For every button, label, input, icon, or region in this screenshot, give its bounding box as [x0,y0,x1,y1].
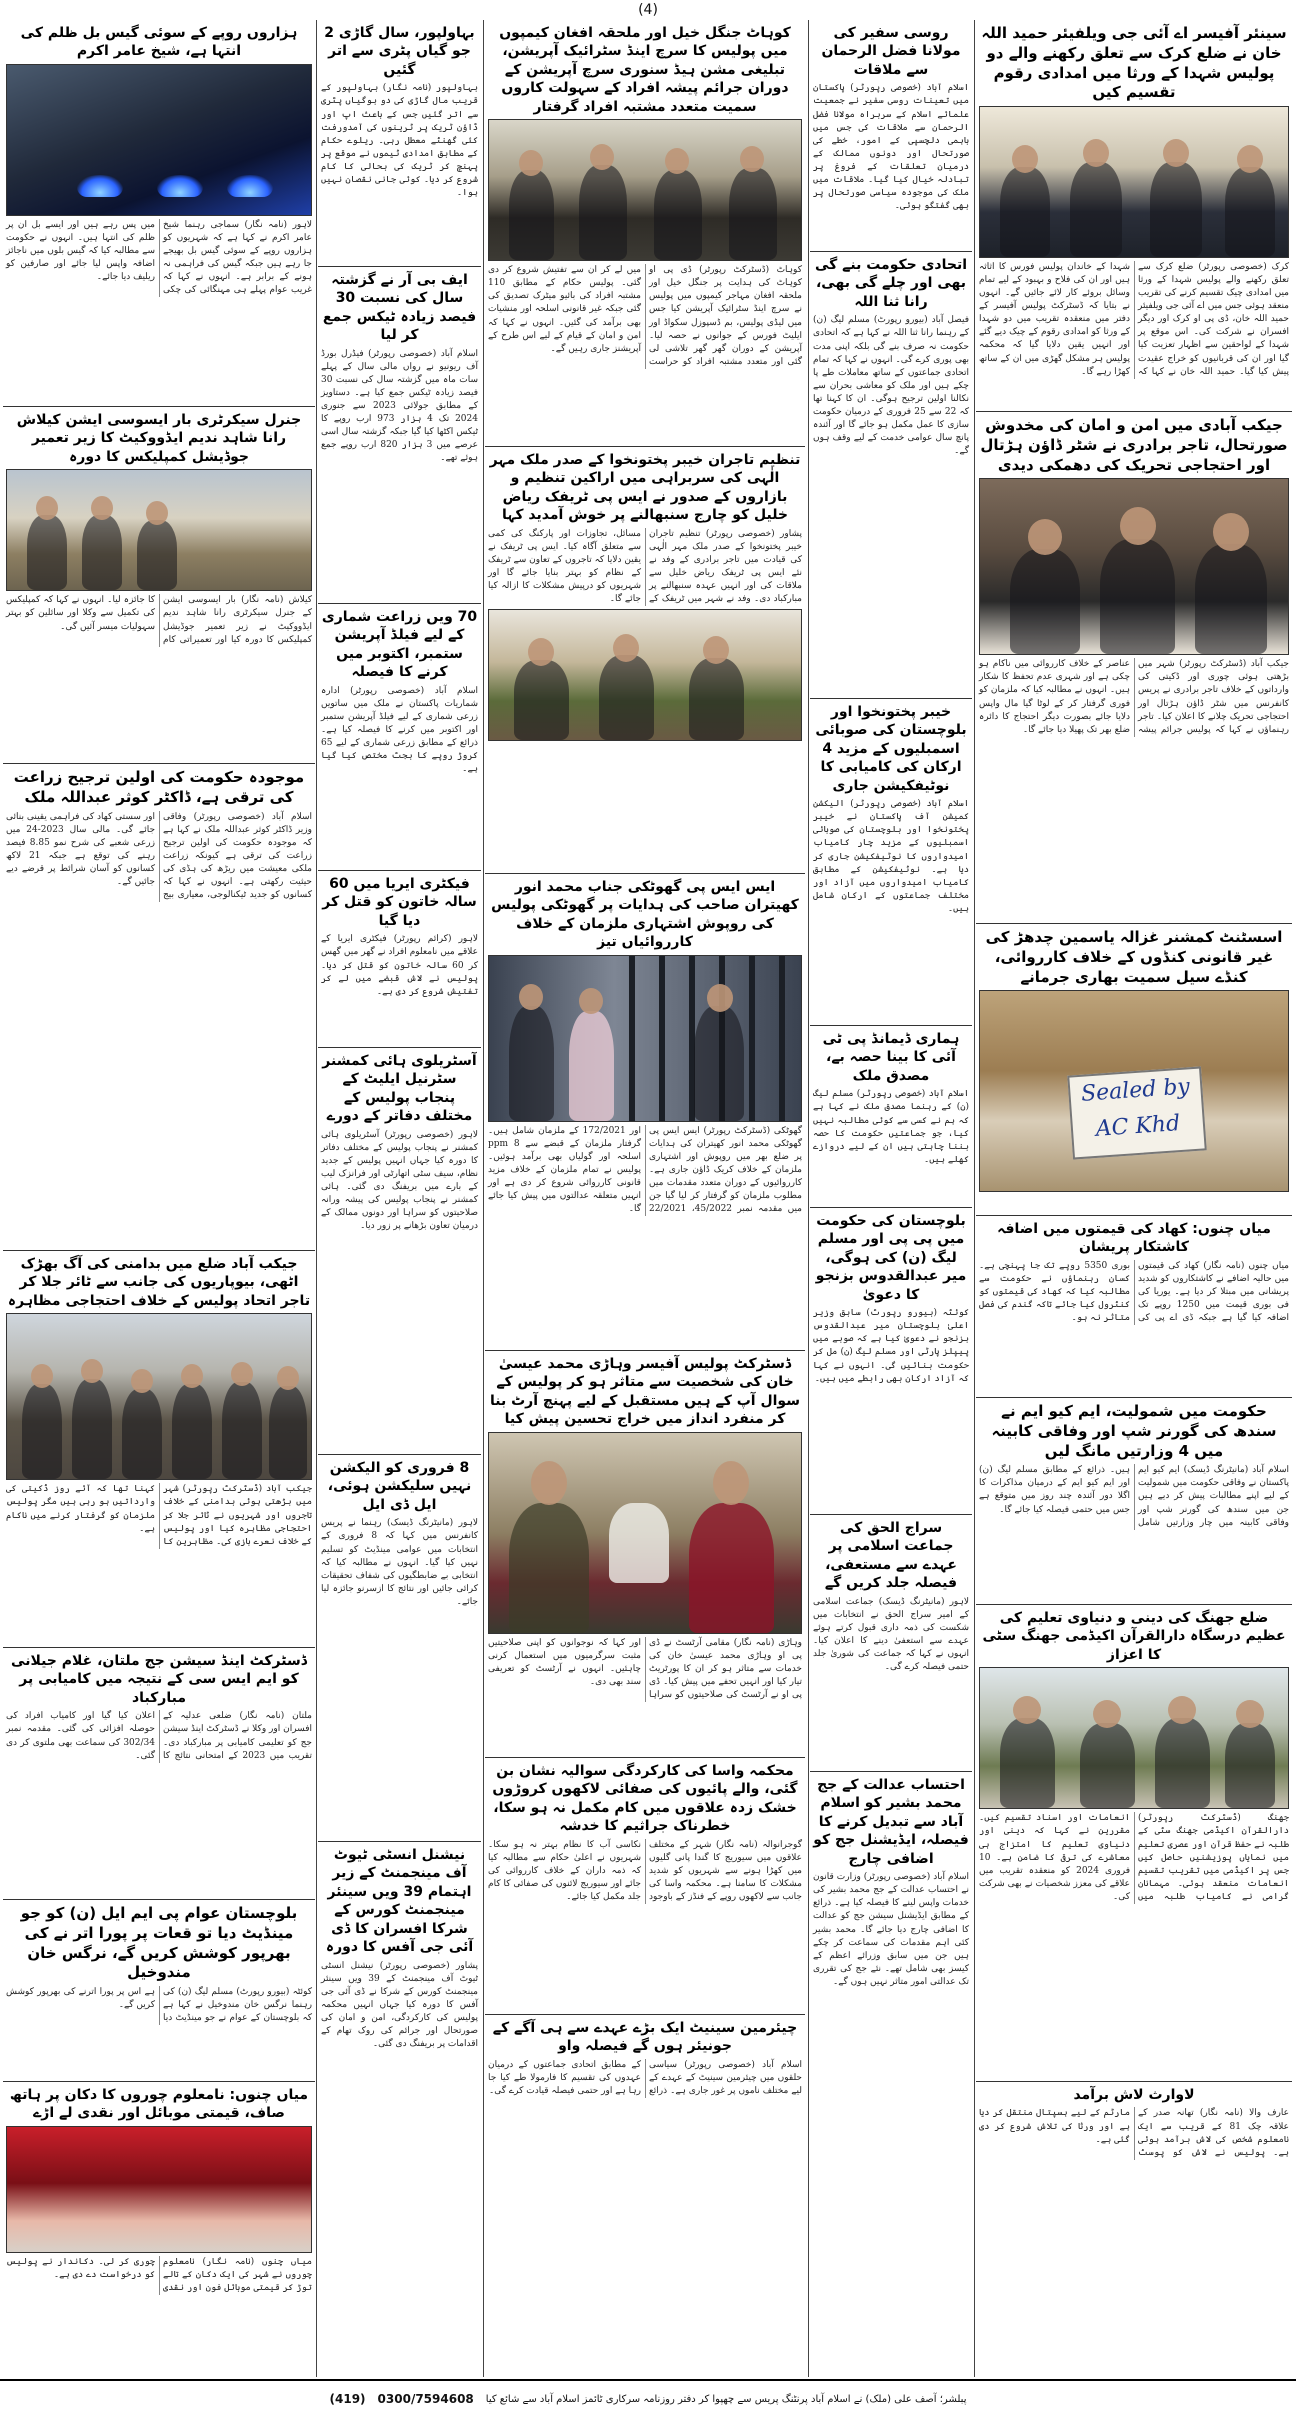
headline: آسٹریلوی ہائی کمشنر سٹرنیل ایلیٹ کے پنجاب پولیس کے مختلف دفاتر کے دورے [322,1053,477,1125]
article-wasa [485,1758,805,2015]
photo-meeting [488,609,802,741]
sealed-sign: Sealed by AC Khd [1067,1067,1207,1160]
article-jacobabad-traders [976,412,1292,924]
article-darulquran-academy [976,1605,1292,2082]
article-body: گوجرانوالہ (نامہ نگار) شہر کے مختلف علاقوں میں سیوریج کا گندا پانی گلیوں میں کھڑا ہونے سے شہریوں کو شدید مشکلات کا سامنا ہے۔ محکمہ واسا کی جانب سے لاکھوں روپے کے فنڈز کے باوجود نکاسی آب کا نظام بہتر نہ ہو سکا۔ شہریوں نے اعلیٰ حکام سے مطالبہ کیا کہ ذمہ داران کے خلاف کارروائی کی جائے اور سیوریج لائنوں کی صفائی کا کام جلد مکمل کیا جائے۔ [488,1839,802,1903]
headline: احتساب عدالت کے جج محمد بشیر کو اسلام آباد سے تبدیل کرنے کا فیصلہ، ایڈیشنل جج کو اضافی چارج [813,1777,969,1867]
article-body: لاہور (مانیٹرنگ ڈیسک) رہنما نے پریس کانفرنس میں کہا کہ 8 فروری کے انتخابات میں عوامی مینڈیٹ کو تسلیم نہیں کیا گیا۔ انہوں نے مطالبہ کیا کہ انتخابی بے ضابطگیوں کی شفاف تحقیقات کرائی جائیں اور نتائج کا ازسرنو جائزہ لیا جائے۔ [321,1518,478,1607]
photo-arrested-suspects [488,955,802,1122]
headline: میاں چنوں: نامعلوم چوروں کا دکان پر ہاتھ صاف، قیمتی موبائل اور نقدی لے اڑے [9,2087,309,2122]
photo-gas-meter-flame [6,64,312,216]
photo-search-operation [488,119,802,261]
headline: بلوچستان عوام پی ایم ایل (ن) کو جو مینڈیٹ دیا تو قعات پر پورا اتر نے کی بھرپور کوشش کریں گے، نرگس خان مندوخیل [20,1904,298,1982]
article-senate-chairman [485,2015,805,2377]
article-body: وہاڑی (نامہ نگار) مقامی آرٹسٹ نے ڈی پی او وہاڑی محمد عیسیٰ خان کی خدمات سے متاثر ہو کر ان کا پورٹریٹ تیار کیا اور انہیں تحفے میں پیش کیا۔ ڈی پی او نے آرٹسٹ کی صلاحیتوں کو سراہا اور کہا کہ نوجوانوں کو اپنی صلاحیتیں مثبت سرگرمیوں میں استعمال کرنی چاہئیں۔ انہوں نے آرٹسٹ کو تعریفی سند بھی دی۔ [488,1637,802,1701]
article-unclaimed-body [976,2082,1292,2198]
article-rana-sanaullah [810,252,972,699]
headline: بہاولپور، سال گاڑی 2 جو گیاں پٹری سے اتر گئیں [324,25,475,78]
article-jacobabad-protest [3,1251,315,1648]
column-5 [3,20,315,2377]
article-aig-welfare [976,20,1292,412]
column-3 [485,20,805,2377]
article-accountability-court [810,1772,972,2377]
headline: روسی سفیر کی مولانا فضل الرحمان سے ملاقات [821,25,961,78]
headline: جیکب آبادی میں امن و امان کی مخدوش صورتحال، تاجر برادری نے شٹر ڈاؤن ہڑتال اور احتجاجی تحریک کی دھمکی دیدی [980,416,1288,474]
column-rule [316,20,317,2377]
article-body: اسلام آباد (خصوصی رپورٹر) الیکشن کمیشن آف پاکستان نے خیبر پختونخوا اور بلوچستان کی صوبائی اسمبلیوں کے مزید چار کامیاب امیدواروں کا نوٹیفکیشن جاری کر دیا ہے۔ نوٹیفکیشن کے مطابق کامیاب امیدواروں میں آزاد اور مختلف جماعتوں کے ارکان شامل ہیں۔ [813,799,969,914]
footer-imprint-bar [0,2379,1296,2417]
headline: سینئر آفیسر اے آئی جی ویلفیئر حمید اللہ خان نے ضلع کرک سے تعلق رکھنے والے دو پولیس شہدا کے ورثا میں امدادی رقوم تقسیم کیں [981,24,1287,102]
article-bar-association [3,407,315,764]
footer-imprint: پبلشر؛ آصف علی (ملک) نے اسلام آباد پرنٹنگ پریس سے چھپوا کر دفتر روزنامہ سرکاری ٹائمز اسلام آباد سے شائع کیا [485,2393,967,2405]
headline: ضلع جھنگ کی دینی و دنیاوی تعلیم کی عظیم درسگاہ دارالقرآن اکیڈمی جھنگ سٹی کا اعزاز [982,1610,1286,1663]
article-selection-claim [318,1455,481,1842]
headline: تنظیم تاجران خیبر پختونخوا کے صدر ملک مہر الٰہی کی سربراہی میں اراکین تنظیم و بازاروں کے صدور نے ایس پی ٹریفک ریاض خلیل کو چارج سنبھالنے پر خوش آمدید کہا [489,452,801,524]
column-2 [810,20,972,2377]
article-nim-course [318,1842,481,2377]
page-number: (4) [638,2,658,18]
headline: حکومت میں شمولیت، ایم کیو ایم نے سندھ کی گورنر شپ اور وفاقی کابینہ میں 4 وزارتیں مانگ لیں [991,1402,1277,1460]
article-body: لاہور (کرائم رپورٹر) فیکٹری ایریا کے علاقے میں نامعلوم افراد نے گھر میں گھس کر 60 سالہ خاتون کو قتل کر دیا۔ پولیس نے لاش قبضے میں لے کر تفتیش شروع کر دی ہے۔ [321,934,478,997]
headline: جنرل سیکرٹری بار ایسوسی ایشن کیلاش رانا شاہد ندیم ایڈووکیٹ کا زیر تعمیر جوڈیشل کمپلیکس کا دورہ [16,412,302,465]
headline: ڈسٹرکٹ پولیس آفیسر وہاڑی محمد عیسیٰ خان کی شخصیت سے متاثر ہو کر پولیس کے سوال آپ کے ہیں مستقبل کے لیے پہنچ آرٹ بنا کر منفرد انداز میں خراج تحسین پیش کیا [490,1356,800,1428]
article-ac-crackdown [976,924,1292,1216]
column-rule [974,20,975,2377]
headline: میاں چنوں: کھاد کی قیمتوں میں اضافہ کاشتکار پریشان [997,1221,1271,1256]
article-agriculture-priority [3,764,315,1251]
article-traders-sp-traffic [485,447,805,874]
headline: موجودہ حکومت کی اولین ترجیح زراعت کی ترقی ہے، ڈاکٹر کوثر عبداللہ ملک [13,768,305,806]
photo-shop-counter [6,2126,312,2253]
article-body: پشاور (خصوصی رپورٹر) تنظیم تاجران خیبر پختونخوا کے صدر ملک مہر الٰہی کی قیادت میں تاجر برادری کے وفد نے نئے ایس پی ٹریفک ریاض خلیل سے ملاقات کی اور انہیں عہدہ سنبھالنے پر مبارکباد دی۔ وفد نے شہر میں ٹریفک کے مسائل، تجاوزات اور پارکنگ کی کمی سے متعلق آگاہ کیا۔ ایس پی ٹریفک نے یقین دلایا کہ تاجروں کے تعاون سے ٹریفک کے نظام کو بہتر بنایا جائے گا اور شہریوں کو درپیش مشکلات کا ازالہ کیا جائے گا۔ [488,528,802,605]
photo-construction-site [6,469,312,591]
article-siraj-ul-haq [810,1515,972,1772]
article-train-derail [318,20,481,267]
headline: 70 ویں زراعت شماری کے لیے فیلڈ آپریشن ستمبر، اکتوبر میں کرنے کا فیصلہ [321,609,478,681]
photo-sealed-lock [979,990,1289,1192]
article-body: اسلام آباد (خصوصی رپورٹر) پاکستان میں تعینات روسی سفیر نے جمعیت علمائے اسلام کے سربراہ مولانا فضل الرحمان سے ملاقات کی جس میں باہمی دلچسپی کے امور، خطے کی صورتحال اور دونوں ممالک کے درمیان تعلقات کے فروغ پر تبادلہ خیال کیا گیا۔ ملاقات میں ملک کی موجودہ سیاسی صورتحال پر بھی گفتگو ہوئی۔ [813,83,969,211]
headline: ہزاروں روپے کے سوئی گیس بل ظلم کی انتہا ہے، شیخ عامر اکرم [20,25,298,60]
article-body: عارف والا (نامہ نگار) تھانہ صدر کے علاقہ چک 81 کے قریب سے ایک نامعلوم شخص کی لاش برآمد ہوئی ہے۔ پولیس نے لاش کو پوسٹ مارٹم کے لیے ہسپتال منتقل کر دیا ہے اور ورثا کی تلاش شروع کر دی گئی ہے۔ [979,2108,1289,2158]
article-body: ملتان (نامہ نگار) ضلعی عدلیہ کے افسران اور وکلا نے ڈسٹرکٹ اینڈ سیشن جج کو تعلیمی کامیابی پر مبارکباد دی۔ تقریب میں 2023 کے امتحانی نتائج کا اعلان کیا گیا اور کامیاب افراد کی حوصلہ افزائی کی گئی۔ مقدمہ نمبر 302/34 کی سماعت بھی ملتوی کر دی گئی۔ [6,1711,312,1761]
article-australian-hc [318,1048,481,1455]
headline: نیشنل انسٹی ٹیوٹ آف مینجمنٹ کے زیر اہتمام 39 ویں سینئر مینجمنٹ کورس کے شرکا افسران کا ڈی آئی جی آفس کا دورہ [325,1847,474,1956]
footer-phone: 0300/7594608 [377,2392,474,2406]
headline: ہماری ڈیمانڈ پی ٹی آئی کا بینا حصہ بے، مصدق ملک [822,1031,960,1084]
article-body: فیصل آباد (بیورو رپورٹ) مسلم لیگ (ن) کے رہنما رانا ثنا اللہ نے کہا ہے کہ اتحادی حکومت نہ صرف بنے گی بلکہ اپنی مدت بھی پوری کرے گی۔ انہوں نے کہا کہ تمام اتحادی جماعتوں کے ساتھ معاملات طے پا چکے ہیں اور ملک کو معاشی بحران سے نکالنا اولین ترجیح ہوگی۔ ان کا کہنا تھا کہ 22 سے 25 فروری کے درمیان حکومت سازی کا عمل مکمل ہو جائے گا اور آئندہ پانچ سال عوامی خدمت کے لیے وقف ہوں گے۔ [813,315,970,456]
article-body: اسلام آباد (خصوصی رپورٹر) فیڈرل بورڈ آف ریونیو نے رواں مالی سال کے پہلے سات ماہ میں گزشتہ سال کی نسبت 30 فیصد زیادہ ٹیکس جمع کیا ہے۔ دستاویز کے مطابق جولائی 2023 سے جنوری 2024 تک 4 ہزار 973 ارب روپے کا ٹیکس اکٹھا کیا گیا جبکہ گزشتہ سال اسی عرصے میں 3 ہزار 820 ارب روپے جمع ہوئے تھے۔ [321,348,478,464]
article-body: لاہور (مانیٹرنگ ڈیسک) جماعت اسلامی کے امیر سراج الحق نے انتخابات میں شکست کی ذمہ داری قبول کرتے ہوئے عہدے سے استعفیٰ دینے کا اعلان کیا۔ انہوں نے کہا کہ جماعت کی شوریٰ جلد حتمی فیصلہ کرے گی۔ [813,1596,969,1673]
article-factory-area-murder [318,871,481,1048]
article-body: لاہور (نامہ نگار) سماجی رہنما شیخ عامر اکرم نے کہا ہے کہ شہریوں کو ہزاروں روپے کے سوئی گیس بل بھیجے جا رہے ہیں جبکہ گیس کی فراہمی نہ ہونے کے برابر ہے۔ انہوں نے کہا کہ غریب عوام پہلے ہی مہنگائی کی چکی میں پس رہے ہیں اور ایسے بل ان پر ظلم کی انتہا ہیں۔ انہوں نے حکومت سے مطالبہ کیا کہ گیس بلوں میں ناجائز اضافہ واپس لیا جائے اور صارفین کو ریلیف دیا جائے۔ [6,219,312,296]
article-body: اسلام آباد (مانیٹرنگ ڈیسک) ایم کیو ایم پاکستان نے وفاقی حکومت میں شمولیت کے لیے اپنے مطالبات پیش کر دیے ہیں جن میں سندھ کی گورنر شپ اور وفاقی کابینہ میں چار وزارتیں شامل ہیں۔ ذرائع کے مطابق مسلم لیگ (ن) اور ایم کیو ایم کے درمیان مذاکرات کا اگلا دور آئندہ چند روز میں متوقع ہے جس میں حتمی فیصلہ کیا جائے گا۔ [979,1465,1289,1528]
article-gas-bills [3,20,315,407]
article-sessions-judge [3,1648,315,1900]
article-fertilizer-prices [976,1216,1292,1398]
article-ghotki-police [485,874,805,1351]
article-body: کوئٹہ (بیورو رپورٹ) سابق وزیر اعلیٰ بلوچستان میر عبدالقدوس بزنجو نے دعویٰ کیا ہے کہ صوبے میں پیپلز پارٹی اور مسلم لیگ (ن) مل کر حکومت بنائیں گی۔ انہوں نے کہا کہ آزاد ارکان بھی رابطے میں ہیں۔ [813,1308,969,1384]
column-1 [976,20,1292,2377]
article-assembly-notification [810,699,972,1026]
article-body: کوہاٹ (ڈسٹرکٹ رپورٹر) ڈی پی او کوہاٹ کی ہدایت پر جنگل خیل اور ملحقہ افغان مہاجر کیمپوں میں پولیس نے سرچ اینڈ سٹرائیک آپریشن کیا جس میں لیڈی پولیس، بم ڈسپوزل سکواڈ اور ایلیٹ فورس کے جوانوں نے حصہ لیا۔ آپریشن کے دوران گھر گھر تلاشی لی گئی اور متعدد مشتبہ افراد کو حراست میں لے کر ان سے تفتیش شروع کر دی گئی۔ پولیس حکام کے مطابق 110 مشتبہ افراد کی بائیو میٹرک تصدیق کی گئی جبکہ غیر قانونی اسلحہ اور منشیات بھی برآمد کی گئیں۔ انہوں نے کہا کہ امن و امان کے قیام کے لیے اس طرح کے آپریشنز جاری رہیں گے۔ [488,265,802,367]
article-body: اسلام آباد (خصوصی رپورٹر) وفاقی وزیر ڈاکٹر کوثر عبداللہ ملک نے کہا ہے کہ موجودہ حکومت کی اولین ترجیح زراعت کی ترقی ہے کیونکہ زراعت ملکی معیشت میں ریڑھ کی ہڈی کی حیثیت رکھتی ہے۔ انہوں نے کہا کہ کسانوں کو جدید ٹیکنالوجی، معیاری بیج اور سستی کھاد کی فراہمی یقینی بنائی جائے گی۔ مالی سال 2023-24 میں زرعی شعبے کی شرح نمو 8.85 فیصد رہنے کی توقع ہے جبکہ 21 لاکھ کسانوں کو آسان شرائط پر قرضے دیے جائیں گے۔ [6,811,312,900]
headline: ایس ایس پی گھوٹکی جناب محمد انور کھیتران صاحب کی ہدایات پر گھوٹکی پولیس کی روپوش اشتہاری ملزمان کے خلاف کارروائیاں تیز [491,879,799,951]
headline: لاوارث لاش برآمد [1073,2087,1195,2103]
article-body: لاہور (خصوصی رپورٹر) آسٹریلوی ہائی کمشنر نے پنجاب پولیس کے مختلف دفاتر کا دورہ کیا جہاں انہیں پولیس کے جدید نظام، سیف سٹی اتھارٹی اور فرانزک لیب کے بارے میں بریفنگ دی گئی۔ ہائی کمشنر نے پنجاب پولیس کی پیشہ ورانہ صلاحیتوں کو سراہا اور دونوں ممالک کے درمیان تعاون بڑھانے پر زور دیا۔ [321,1129,478,1232]
photo-award-ceremony [979,1667,1289,1809]
headline: کوہاٹ جنگل خیل اور ملحقہ افغان کیمپوں میں پولیس کا سرچ اینڈ سٹرائیک آپریشن، تبلیغی مشن ہیڈ سنوری سرچ آپریشن کے دوران جرائم پیشہ افراد کے سہولت کاروں سمیت متعدد مشتبہ افراد گرفتار [499,25,791,115]
footer-code: (419) [329,2392,366,2406]
headline: خیبر پختونخوا اور بلوچستان کی صوبائی اسمبلیوں کے مزید 4 ارکان کی کامیابی کا نوٹیفکیشن جاری [815,704,967,794]
article-body: میاں چنوں (نامہ نگار) کھاد کی قیمتوں میں حالیہ اضافے نے کاشتکاروں کو شدید پریشانی میں مبتلا کر دیا ہے۔ یوریا کی فی بوری قیمت میں 1250 روپے تک اضافہ کیا گیا ہے جبکہ ڈی اے پی کی بوری 5350 روپے تک جا پہنچی ہے۔ کسان رہنماؤں نے حکومت سے مطالبہ کیا کہ کھاد کی قیمتوں کو کنٹرول کیا جائے تاکہ گندم کی فصل متاثر نہ ہو۔ [979,1260,1289,1324]
photo-cheque-handover [979,106,1289,258]
photo-protest-crowd [6,1313,312,1480]
article-body: جھنگ (ڈسٹرکٹ رپورٹر) دارالقرآن اکیڈمی جھنگ سٹی کے طلبہ نے حفظ قرآن اور عصری تعلیم میں نمایاں پوزیشنیں حاصل کیں جس پر اکیڈمی میں تقریب تقسیم انعامات منعقد ہوئی۔ مہمانان گرامی نے کامیاب طلبہ میں انعامات اور اسناد تقسیم کیں۔ مقررین نے کہا کہ دینی اور دنیاوی تعلیم کا امتزاج ہی معاشرے کی ترقی کا ضامن ہے۔ 10 فروری 2024 کو منعقدہ تقریب میں علاقے کی معزز شخصیات نے بھی شرکت کی۔ [979,1813,1289,1902]
article-body: اسلام آباد (خصوصی رپورٹر) وزارت قانون نے احتساب عدالت کے جج محمد بشیر کی خدمات واپس لینے کا فیصلہ کیا ہے۔ ذرائع کے مطابق ایڈیشنل سیشن جج کو عدالت کا اضافی چارج دیا جائے گا۔ محمد بشیر کئی اہم مقدمات کی سماعت کر چکے ہیں جن میں سابق وزرائے اعظم کے کیسز بھی شامل تھے۔ نئے جج کی تقرری تک عدالتی امور متاثر نہیں ہوں گے۔ [813,1872,969,1987]
column-rule [808,20,809,2377]
article-mqm-demands [976,1398,1292,1605]
article-body: اسلام آباد (خصوصی رپورٹر) سیاسی حلقوں میں چیئرمین سینیٹ کے عہدے کے لیے مختلف ناموں پر غور جاری ہے۔ ذرائع کے مطابق اتحادی جماعتوں کے درمیان عہدوں کی تقسیم کا فارمولا طے کیا جا رہا ہے اور حتمی فیصلہ قیادت کرے گی۔ [488,2059,802,2097]
article-balochistan-govt [810,1208,972,1515]
article-body: کیلاش (نامہ نگار) بار ایسوسی ایشن کے جنرل سیکرٹری رانا شاہد ندیم ایڈووکیٹ نے زیر تعمیر جوڈیشل کمپلیکس کا دورہ کیا اور تعمیراتی کام کا جائزہ لیا۔ انہوں نے کہا کہ کمپلیکس کی تکمیل سے وکلا اور سائلین کو بہتر سہولیات میسر آئیں گی۔ [6,595,312,645]
article-musadik-malik [810,1026,972,1208]
article-body: گھوٹکی (ڈسٹرکٹ رپورٹر) ایس ایس پی گھوٹکی محمد انور کھیتران کی ہدایات پر ضلع بھر میں روپوش اور اشتہاری ملزمان کے خلاف کریک ڈاؤن جاری ہے۔ کارروائیوں کے دوران متعدد مقدمات میں مطلوب ملزمان کو گرفتار کر لیا گیا جن میں مقدمہ نمبر 45/2022، 22/2021 اور 172/2021 کے ملزمان شامل ہیں۔ گرفتار ملزمان کے قبضے سے 8 ppm اسلحہ اور گولیاں بھی برآمد ہوئیں۔ پولیس نے تمام ملزمان کے خلاف مزید قانونی کارروائی شروع کر دی ہے اور انہیں متعلقہ عدالتوں میں پیش کیا جائے گا۔ [488,1125,803,1215]
article-kohat-operation [485,20,805,447]
article-body: اسلام آباد (خصوصی رپورٹر) مسلم لیگ (ن) کے رہنما مصدق ملک نے کہا ہے کہ ہم نے کسی سے کوئی مطالبہ نہیں کیا، جو جماعتیں حکومت کا حصہ بننا چاہتی ہیں ان کے لیے دروازے کھلے ہیں۔ [813,1089,969,1165]
headline: اتحادی حکومت بنے گی بھی اور چلے گی بھی، رانا ثنا اللہ [814,257,968,310]
headline: اسسٹنٹ کمشنر غزالہ یاسمین چدھڑ کی غیر قانونی کنڈوں کے خلاف کارروائی، کنڈے سیل سمیت بھاری جرمانے [985,928,1283,986]
headline: 8 فروری کو الیکشن نہیں سلیکشن ہوئی، ایل ڈی ایل [327,1460,472,1513]
article-nargis-mandokhel [3,1900,315,2082]
article-dpo-vehari-portrait [485,1351,805,1758]
headline: ایف بی آر نے گزشتہ سال کی نسبت 30 فیصد زیادہ ٹیکس جمع کر لیا [322,272,477,344]
headline: فیکٹری ایریا میں 60 سالہ خاتون کو قتل کر دیا گیا [322,876,477,929]
article-body: میاں چنوں (نامہ نگار) نامعلوم چوروں نے شہر کی ایک دکان کے تالے توڑ کر قیمتی موبائل فون اور نقدی چوری کر لی۔ دکاندار نے پولیس کو درخواست دے دی ہے۔ [6,2256,312,2294]
article-body: بہاولپور (نامہ نگار) بہاولپور کے قریب مال گاڑی کی دو بوگیاں پٹری سے اتر گئیں جس کے باعث اپ اور ڈاؤن ٹریک پر ٹرینوں کی آمدورفت کئی گھنٹے معطل رہی۔ ریلوے حکام کے مطابق امدادی ٹیموں نے موقع پر پہنچ کر ٹریک کی بحالی کا کام شروع کر دیا۔ کوئی جانی نقصان نہیں ہوا۔ [321,83,478,198]
article-body: جیکب آباد (ڈسٹرکٹ رپورٹر) شہر میں بڑھتی ہوئی بدامنی کے خلاف تاجروں اور شہریوں نے ٹائر جلا کر احتجاجی مظاہرہ کیا اور پولیس کے خلاف نعرے بازی کی۔ مظاہرین کا کہنا تھا کہ آئے روز ڈکیتی کی وارداتیں ہو رہی ہیں مگر پولیس ملزمان کو گرفتار کرنے میں ناکام ہے۔ [6,1484,312,1547]
article-agri-census [318,604,481,871]
headline: بلوچستان کی حکومت میں پی پی اور مسلم لیگ (ن) کی ہوگی، میر عبدالقدوس بزنجو کا دعویٰ [815,1213,967,1303]
article-body: کرک (خصوصی رپورٹر) ضلع کرک سے تعلق رکھنے والے پولیس شہدا کے ورثا میں امدادی چیک تقسیم کرنے کی تقریب منعقد ہوئی جس میں اے آئی جی ویلفیئر حمید اللہ خان، ڈی پی او کرک اور دیگر افسران نے شرکت کی۔ اس موقع پر شہدا کے لواحقین سے اظہار تعزیت کیا گیا اور ان کی قربانیوں کو خراج عقیدت پیش کیا گیا۔ حمید اللہ خان نے کہا کہ شہدا کے خاندان پولیس فورس کا اثاثہ ہیں اور ان کی فلاح و بہبود کے لیے تمام وسائل بروئے کار لائے جائیں گے۔ انہوں نے بتایا کہ ڈسٹرکٹ پولیس آفیسر کے دفتر میں منعقدہ تقریب میں دو شہدا کے ورثا کو امدادی رقوم کے چیک دیے گئے اور انہیں یقین دلایا گیا کہ محکمہ پولیس ہر مشکل گھڑی میں ان کے ساتھ کھڑا رہے گا۔ [979,262,1289,377]
column-rule [483,20,484,2377]
headline: چیئرمین سینیٹ ایک بڑے عہدے سے ہی آگے کے جونیئر ہوں گے فیصلہ واو [492,2020,798,2055]
article-fbr-tax [318,267,481,604]
article-body: کوئٹہ (بیورو رپورٹ) مسلم لیگ (ن) کی رہنما نرگس خان مندوخیل نے کہا ہے کہ بلوچستان کے عوام نے جو مینڈیٹ دیا ہے اس پر پورا اترنے کی بھرپور کوشش کریں گے۔ [6,1987,312,2024]
article-body: جیکب آباد (ڈسٹرکٹ رپورٹر) شہر میں بڑھتی ہوئی چوری اور ڈکیتی کی وارداتوں کے خلاف تاجر برادری نے پریس کانفرنس میں شٹر ڈاؤن ہڑتال اور احتجاجی تحریک چلانے کا اعلان کیا۔ تاجر رہنماؤں نے کہا کہ پولیس جرائم پیشہ عناصر کے خلاف کارروائی میں ناکام ہو چکی ہے اور شہری عدم تحفظ کا شکار ہیں۔ انہوں نے مطالبہ کیا کہ ملزمان کو فوری گرفتار کر کے لوٹا گیا مال واپس دلایا جائے بصورت دیگر احتجاج کا دائرہ ضلع بھر تک پھیلا دیا جائے گا۔ [979,659,1289,735]
headline: ڈسٹرکٹ اینڈ سیشن جج ملتان، غلام جیلانی کو ایم ایس سی کے نتیجہ میں کامیابی پر مبارکباد [11,1653,307,1706]
headline: محکمہ واسا کی کارکردگی سوالیہ نشان بن گئی، والے پائیوں کی صفائی لاکھوں کروڑوں خشک زدہ علاقوں میں کام مکمل نہ ہو سکا، خطرناک جراثیم کا خدشہ [492,1763,798,1835]
article-body: اسلام آباد (خصوصی رپورٹر) ادارہ شماریات پاکستان نے ملک میں ساتویں زرعی شماری کے لیے فیلڈ آپریشن ستمبر اور اکتوبر میں کرنے کا فیصلہ کیا ہے۔ ذرائع کے مطابق زرعی شماری کے لیے 65 کروڑ روپے کا بجٹ مختص کیا گیا ہے۔ [321,685,478,775]
column-4 [318,20,481,2377]
article-shop-theft [3,2082,315,2377]
headline: جیکب آباد ضلع میں بدامنی کی آگ بھڑک اٹھی، بیوپاریوں کی جانب سے ٹائر جلا کر تاجر اتحاد پولیس کے خلاف احتجاجی مظاہرہ [7,1256,311,1309]
photo-portrait-gift [488,1432,802,1634]
article-russian-ambassador [810,20,972,252]
headline: سراج الحق کی جماعت اسلامی پر عہدے سے مستعفی، فیصلہ جلد کریں گے [824,1520,958,1592]
article-body: پشاور (خصوصی رپورٹر) نیشنل انسٹی ٹیوٹ آف مینجمنٹ کے 39 ویں سینئر مینجمنٹ کورس کے شرکا نے ڈی آئی جی آفس کا دورہ کیا جہاں انہیں محکمہ پولیس کی کارکردگی، امن و امان کی صورتحال اور جرائم کی روک تھام کے اقدامات پر بریفنگ دی گئی۔ [321,1960,478,2050]
photo-press-conference [979,478,1289,655]
